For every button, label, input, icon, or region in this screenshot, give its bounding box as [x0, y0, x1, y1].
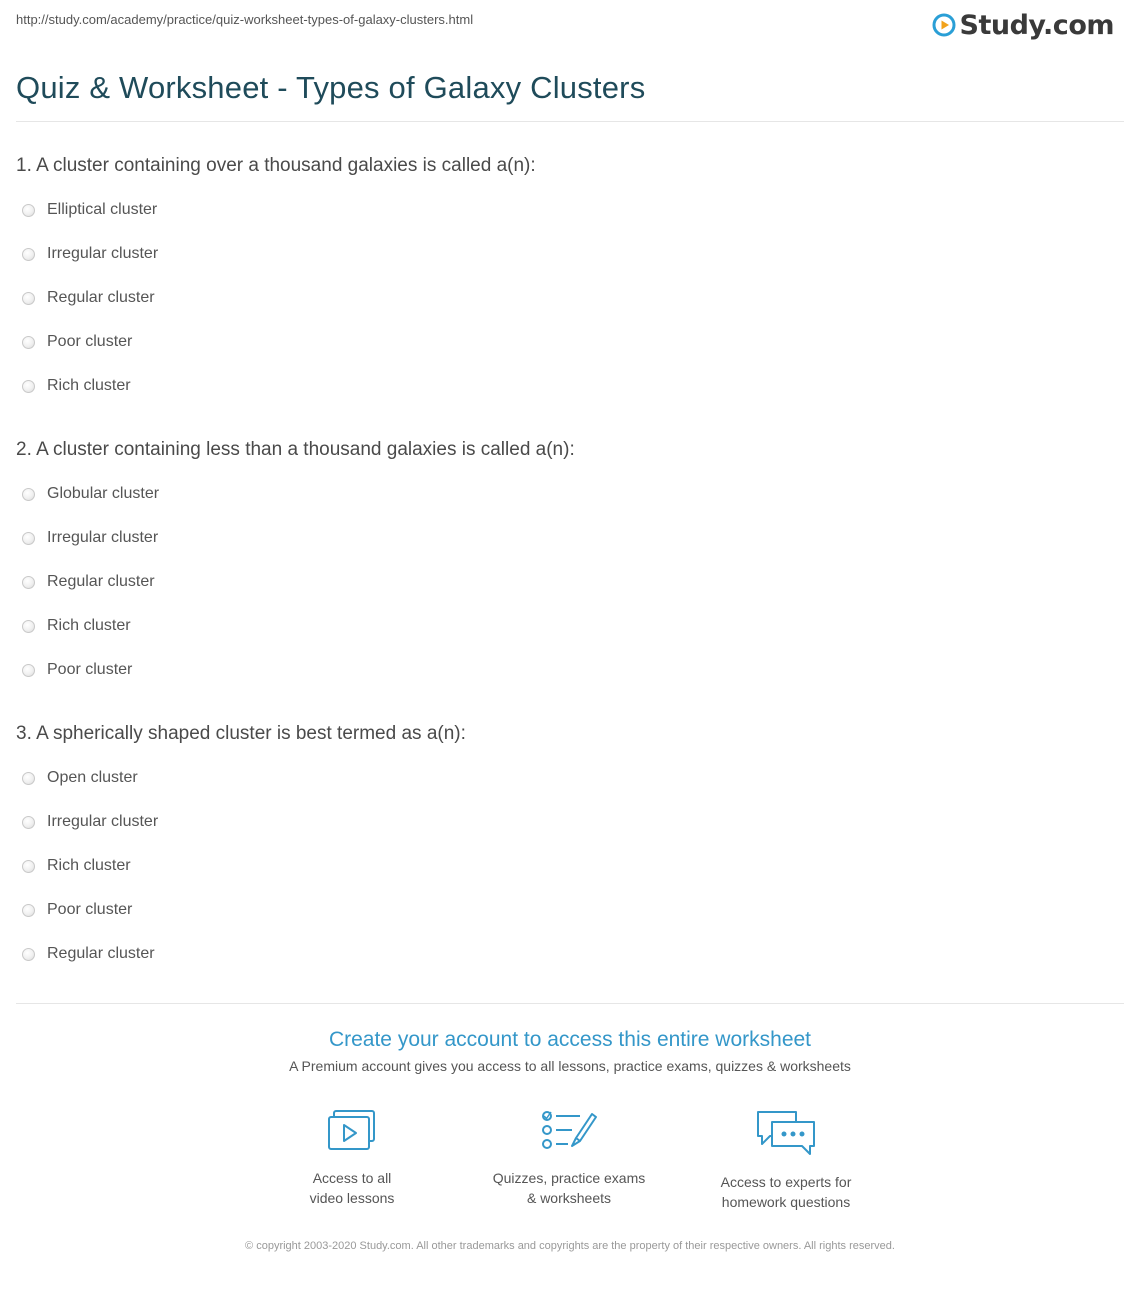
radio-button[interactable] — [22, 204, 35, 217]
feature-label-line1: Quizzes, practice exams — [492, 1170, 646, 1186]
feature-label-line2: video lessons — [309, 1190, 395, 1206]
question-3-option-4[interactable] — [22, 900, 132, 920]
radio-button[interactable] — [22, 532, 35, 545]
feature-label-line2: homework questions — [721, 1194, 851, 1210]
question-3-option-5[interactable] — [22, 944, 155, 964]
option-label: Irregular cluster — [47, 813, 159, 830]
option-label: Poor cluster — [47, 661, 133, 678]
radio-button[interactable] — [22, 292, 35, 305]
option-label: Rich cluster — [47, 617, 131, 634]
option-label: Globular cluster — [47, 485, 160, 502]
question-3-option-1[interactable] — [22, 768, 138, 788]
option-label: Poor cluster — [47, 901, 133, 918]
question-1-option-1[interactable] — [22, 200, 157, 220]
cta-subtitle: A Premium account gives you access to all lessons, practice exams, quizzes & worksheets — [289, 1058, 851, 1074]
logo-text: Study.com — [959, 9, 1114, 41]
question-2-option-2[interactable] — [22, 528, 158, 548]
top-bar — [0, 0, 1140, 50]
cta-divider — [16, 1003, 1124, 1004]
radio-button[interactable] — [22, 488, 35, 501]
chat-bubbles-icon — [754, 1108, 818, 1158]
radio-button[interactable] — [22, 248, 35, 261]
option-label: Elliptical cluster — [47, 201, 158, 218]
option-label: Irregular cluster — [47, 529, 159, 546]
study-logo[interactable] — [932, 8, 1114, 42]
question-2-option-3[interactable] — [22, 572, 155, 592]
question-1-option-2[interactable] — [22, 244, 158, 264]
title-divider — [16, 121, 1124, 122]
question-1: 1. A cluster containing over a thousand galaxies is called a(n): — [16, 155, 536, 176]
option-label: Open cluster — [47, 769, 138, 786]
question-2: 2. A cluster containing less than a thousand galaxies is called a(n): — [16, 439, 575, 460]
feature-label-line1: Access to all — [312, 1170, 392, 1186]
question-2-option-5[interactable] — [22, 660, 132, 680]
page-url: http://study.com/academy/practice/quiz-worksheet-types-of-galaxy-clusters.html — [16, 12, 474, 27]
option-label: Rich cluster — [47, 857, 131, 874]
option-label: Regular cluster — [47, 945, 155, 962]
create-account-link[interactable]: Create your account to access this entire worksheet — [328, 1028, 812, 1051]
copyright-notice: © copyright 2003-2020 Study.com. All other trademarks and copyrights are the property of their respective owners. All rights reserved. — [245, 1240, 895, 1252]
radio-button[interactable] — [22, 576, 35, 589]
option-label: Irregular cluster — [47, 245, 159, 262]
video-lessons-icon — [326, 1108, 378, 1154]
option-label: Regular cluster — [47, 289, 155, 306]
option-label: Regular cluster — [47, 573, 155, 590]
feature-quizzes — [469, 1108, 669, 1208]
radio-button[interactable] — [22, 860, 35, 873]
radio-button[interactable] — [22, 620, 35, 633]
feature-experts — [686, 1108, 886, 1212]
feature-label-line1: Access to experts for — [720, 1174, 852, 1190]
question-1-option-4[interactable] — [22, 332, 132, 352]
question-3: 3. A spherically shaped cluster is best termed as a(n): — [16, 723, 466, 744]
radio-button[interactable] — [22, 816, 35, 829]
feature-video-lessons — [252, 1108, 452, 1208]
radio-button[interactable] — [22, 772, 35, 785]
quiz-checklist-icon — [540, 1108, 598, 1154]
radio-button[interactable] — [22, 904, 35, 917]
question-2-option-1[interactable] — [22, 484, 159, 504]
option-label: Poor cluster — [47, 333, 133, 350]
feature-label-line2: & worksheets — [526, 1190, 612, 1206]
option-label: Rich cluster — [47, 377, 131, 394]
radio-button[interactable] — [22, 948, 35, 961]
play-logo-icon — [932, 13, 956, 37]
radio-button[interactable] — [22, 380, 35, 393]
question-1-option-3[interactable] — [22, 288, 155, 308]
question-3-option-2[interactable] — [22, 812, 158, 832]
page-title: Quiz & Worksheet - Types of Galaxy Clusters — [16, 70, 646, 105]
radio-button[interactable] — [22, 336, 35, 349]
question-2-option-4[interactable] — [22, 616, 131, 636]
question-3-option-3[interactable] — [22, 856, 131, 876]
radio-button[interactable] — [22, 664, 35, 677]
question-1-option-5[interactable] — [22, 376, 131, 396]
